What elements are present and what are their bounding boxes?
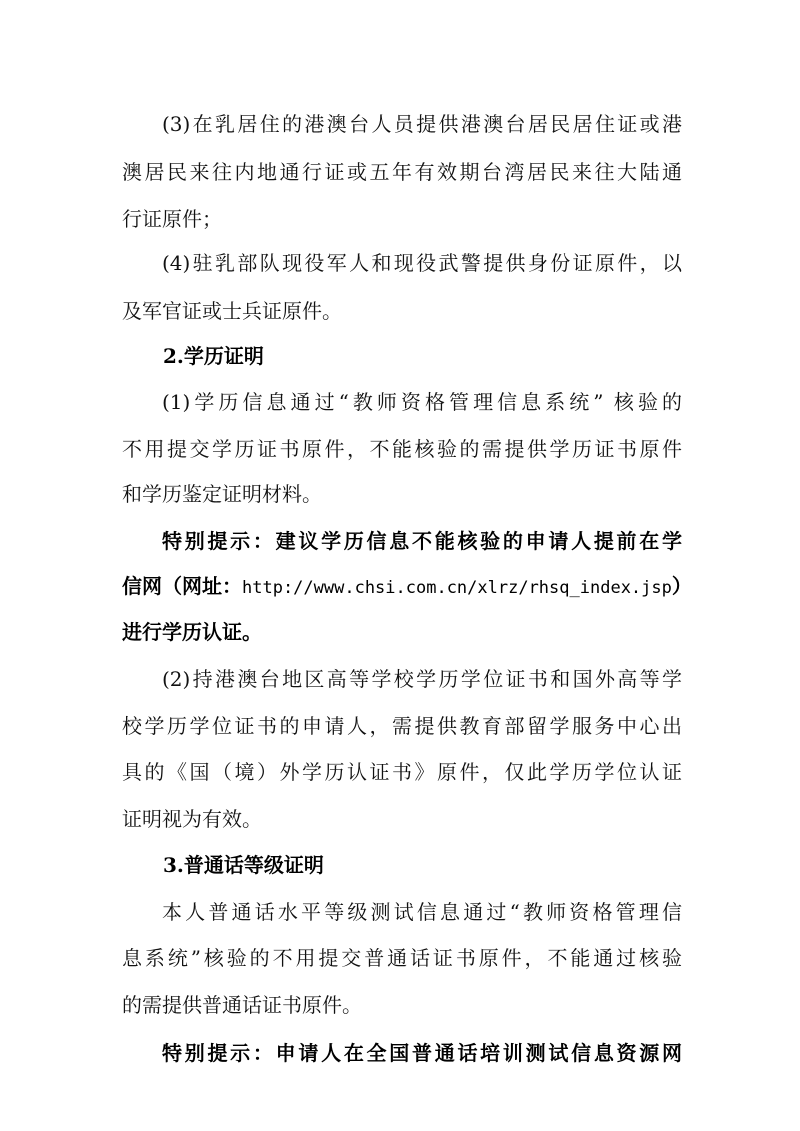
paragraph-line: 证明视为有效。 xyxy=(122,807,262,831)
paragraph-line: (1)学历信息通过“教师资格管理信息系统” 核验的 xyxy=(162,390,682,414)
url-prefix: 信网（网址： xyxy=(122,574,242,598)
paragraph-line: 澳居民来往内地通行证或五年有效期台湾居民来往大陆通 xyxy=(122,160,682,184)
paragraph-line: 息系统”核验的不用提交普通话证书原件，不能通过核验 xyxy=(122,946,682,970)
chsi-url-link[interactable]: http://www.chsi.com.cn/xlrz/rhsq_index.jsp xyxy=(242,578,672,598)
paragraph-line: 具的《国（境）外学历认证书》原件，仅此学历学位认证 xyxy=(122,760,682,784)
section-heading-education: 2.学历证明 xyxy=(163,344,264,368)
paragraph-line: 校学历学位证书的申请人，需提供教育部留学服务中心出 xyxy=(122,714,682,738)
paragraph-line: (4)驻乳部队现役军人和现役武警提供身份证原件，以 xyxy=(162,251,682,275)
special-note-line: 特别提示：建议学历信息不能核验的申请人提前在学 xyxy=(162,529,682,553)
paragraph-line: 和学历鉴定证明材料。 xyxy=(122,482,322,506)
paragraph-line: 及军官证或士兵证原件。 xyxy=(122,299,342,323)
paragraph-line: 的需提供普通话证书原件。 xyxy=(122,993,362,1017)
paragraph-line: 不用提交学历证书原件，不能核验的需提供学历证书原件 xyxy=(122,437,682,461)
special-note-line: 特别提示：申请人在全国普通话培训测试信息资源网 xyxy=(162,1041,682,1065)
special-note-url-line xyxy=(122,573,692,601)
paragraph-line: 本人普通话水平等级测试信息通过“教师资格管理信 xyxy=(162,900,682,924)
special-note-line: 进行学历认证。 xyxy=(122,620,262,644)
section-heading-mandarin: 3.普通话等级证明 xyxy=(163,853,324,877)
url-suffix: ） xyxy=(671,574,692,598)
paragraph-line: (3)在乳居住的港澳台人员提供港澳台居民居住证或港 xyxy=(162,112,682,136)
paragraph-line: (2)持港澳台地区高等学校学历学位证书和国外高等学 xyxy=(162,667,682,691)
paragraph-line: 行证原件； xyxy=(122,207,222,231)
